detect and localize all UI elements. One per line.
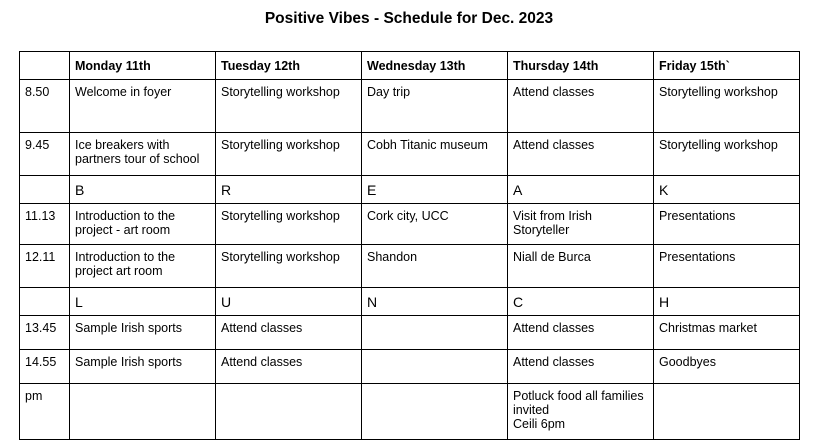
header-wednesday: Wednesday 13th [362,52,508,80]
page-title: Positive Vibes - Schedule for Dec. 2023 [264,10,554,27]
schedule-table [19,51,800,440]
table-row [20,133,800,176]
break-letter-cell: E [362,176,508,204]
time-cell: 8.50 [20,80,70,133]
ceili-text: Ceili 6pm [513,417,566,431]
table-cell: Welcome in foyer [70,80,216,133]
table-cell [216,384,362,440]
table-cell: Christmas market [654,316,800,350]
table-row [20,316,800,350]
table-row [20,80,800,133]
break-letter-cell: K [654,176,800,204]
table-cell: Niall de Burca [508,245,654,288]
table-cell [654,384,800,440]
break-letter-cell: B [70,176,216,204]
break-letter-cell: A [508,176,654,204]
header-time-cell [20,52,70,80]
table-row [20,384,800,440]
table-cell: Storytelling workshop [654,133,800,176]
table-cell: Visit from Irish Storyteller [508,204,654,245]
table-cell: Presentations [654,204,800,245]
table-cell: Shandon [362,245,508,288]
time-cell: 11.13 [20,204,70,245]
time-cell [20,176,70,204]
lunch-row [20,288,800,316]
lunch-letter-cell: C [508,288,654,316]
table-cell: Ice breakers with partners tour of school [70,133,216,176]
header-friday: Friday 15th` [654,52,800,80]
table-row [20,204,800,245]
header-tuesday: Tuesday 12th [216,52,362,80]
table-cell [362,350,508,384]
table-cell: Goodbyes [654,350,800,384]
header-monday: Monday 11th [70,52,216,80]
table-row [20,245,800,288]
potluck-text: Potluck food all families invited [513,389,644,417]
table-cell: Storytelling workshop [216,80,362,133]
table-cell [362,316,508,350]
table-cell: Storytelling workshop [216,204,362,245]
table-cell: Sample Irish sports [70,350,216,384]
table-cell: Introduction to the project - art room [70,204,216,245]
table-cell: Storytelling workshop [216,245,362,288]
lunch-letter-cell: L [70,288,216,316]
time-cell: pm [20,384,70,440]
table-cell: Sample Irish sports [70,316,216,350]
table-cell: Attend classes [216,350,362,384]
time-cell: 12.11 [20,245,70,288]
lunch-letter-cell: H [654,288,800,316]
time-cell: 14.55 [20,350,70,384]
break-letter-cell: R [216,176,362,204]
table-cell: Day trip [362,80,508,133]
potluck-cell [508,384,654,440]
header-thursday: Thursday 14th [508,52,654,80]
time-cell: 9.45 [20,133,70,176]
table-cell: Introduction to the project art room [70,245,216,288]
table-cell: Presentations [654,245,800,288]
break-row [20,176,800,204]
lunch-letter-cell: U [216,288,362,316]
table-row [20,350,800,384]
table-cell: Attend classes [216,316,362,350]
table-cell: Cobh Titanic museum [362,133,508,176]
table-cell [70,384,216,440]
table-cell: Attend classes [508,133,654,176]
table-cell: Storytelling workshop [654,80,800,133]
time-cell: 13.45 [20,316,70,350]
lunch-letter-cell: N [362,288,508,316]
table-cell: Storytelling workshop [216,133,362,176]
header-row [20,52,800,80]
table-cell: Attend classes [508,350,654,384]
table-cell: Cork city, UCC [362,204,508,245]
table-cell: Attend classes [508,80,654,133]
time-cell [20,288,70,316]
table-cell [362,384,508,440]
table-cell: Attend classes [508,316,654,350]
